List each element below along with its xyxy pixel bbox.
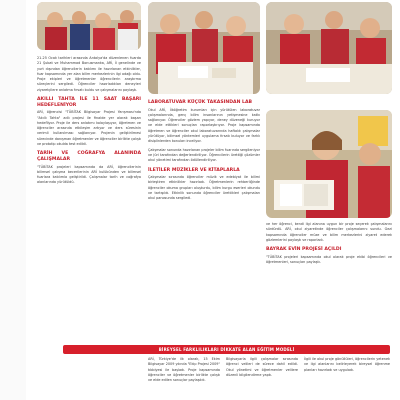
music-books-paragraph: Çalışmalar sırasında öğrenciler müzik ve edebiyat ile bilimi birleştiren etkinlikler hazırladı. Öğretmenlerin rehberliğinde öğrenciler okuma grupları oluşturdu, bilim kurgu eserleri okundu ve tartışıldı. Etkinlik sonunda öğrenciler ürettikleri çalışmaları okul panosunda sergiledi. — [148, 175, 260, 201]
history-geography-paragraph: "TÜBİTAK projeleri kapsamında da ARİ, öğrencilerinin bilimsel çalışma becerilerinin ARİ kulübünden ve bilimsel fuarlara katılımla geliştirildi. Çalışmalar tarih ve coğrafya alanlarında yürütüldü. — [37, 164, 141, 185]
footer-column-2: Bilgisayarla ilgili çalışmalar sırasında öğrenci velileri de sürece dahil edildi. Okul yönetimi ve öğretmenler velilere düzenli bilgilendirme yaptı. — [226, 357, 298, 377]
section-heading-smart-board: AKILLI TAHTA İLE 11 SAAT BAŞARI HEDEFLENİYOR — [37, 97, 141, 108]
page-margin — [0, 0, 26, 400]
flag-project-paragraph: "TÜBİTAK projeleri kapsamında okul olarak proje ekibi öğrencileri ve öğretmenleri, sonuçları paylaştı. — [266, 254, 392, 265]
students-working-photo — [266, 2, 392, 94]
continuation-paragraph: ve her öğrenci, kendi ilgi alanına uygun bir proje seçerek çalışmalarını sürdürdü. ARİ, okul ziyaretinde öğrenciler çalışmalarını sundu. Gezi kapsamında öğrenciler müze ve bilim merkezlerini ziyaret ederek gözlemlerini paylaştı ve raporladı. — [266, 222, 392, 242]
footer-banner — [63, 345, 390, 354]
smart-board-paragraph: ARİ, öğrencisi "TÜBİTAK Bilgisayar Projesi Yarışması'nda "Akıllı Tahta" adlı projesi ile finalde yer alarak başarı hedefliyor. Proje ile ders anlatımı kolaylaşıyor, öğretmen ve öğrenciler arasında etkileşim artıyor ve ders süresinin verimli kullanılması sağlanıyor. Projenin geliştirilmesi sürecinde danışman öğretmenler ve öğrenciler birlikte çalıştı ve prototip okulda test edildi. — [37, 110, 141, 147]
laboratory-paragraph-2: Çalışmalar sonunda hazırlanan projeler bilim fuarında sergileniyor ve jüri tarafından değerlendiriliyor. Öğrencilerin ürettiği çözümler okul yönetimi tarafından ödüllendiriliyor. — [148, 147, 260, 163]
section-heading-music-books: İLETİLER MÜZİKLER VE KİTAPLARLA — [148, 167, 240, 173]
column-right — [266, 222, 392, 268]
footer-banner-text: BİREYSEL FARKLILIKLARI DİKKATE ALAN EĞİTİM MODELİ — [158, 347, 295, 352]
footer-column-1: ARİ, Türkiye'de ilk olarak, 15 Ekim Bilgisayar 2009 yılında "Ekip Projesi 2009" tıbbiyesi ile başladı. Proje kapsamında öğrenciler ve öğretmenler birlikte çalıştı ve elde edilen sonuçlar paylaşıldı. — [148, 357, 220, 383]
children-in-uniform-photo — [37, 2, 141, 50]
intro-paragraph: 21-25 Ocak tarihleri arasında Antalya'da düzenlenen fuarda 21 Şubat ve Muhammad Bonusmanka, ARİ, İl genelinde ve yurt dışından öğrencilerin katılımı ile hazırlanan etkinlikler, fuar kapsamında yer alan bilim merkezlerinin ilgi odağı oldu. Proje ekipleri ve öğretmenler öğrencilerin araştırma süreçlerini sergiledi. Öğrenciler hazırladıkları deneyleri ziyaretçilere anlatma fırsatı buldu ve çalışmalarını paylaştı. — [37, 56, 141, 92]
column-left — [37, 56, 141, 189]
section-heading-history-geography: TARİH VE COĞRAFYA ALANINDA ÇALIŞMALAR — [37, 151, 141, 162]
section-heading-flag-project: BAYRAK EVİN PROJESİ AÇILDI — [266, 247, 342, 253]
footer-column-3: İlgili ile okul proje gönüllüleri, öğrencilerin yetenek ve ilgi alanlarını belirleyerek bireysel öğrenme planları hazırladı ve uyguladı. — [304, 357, 390, 372]
laboratory-paragraph: Okul ARİ, İlköğretim kurumları için yürütülen laboratuvar çalışmalarında, genç bilim insanlarının yetişmesine katkı sağlanıyor. Öğrenciler gözlem yapıyor, deney düzeneği kuruyor ve elde ettikleri sonuçları raporlaştırıyor. Proje kapsamında öğretmen ve öğrenciler okul laboratuvarında haftalık çalışmalar yürütüyor, bilimsel yöntemleri uygulama fırsatı buluyor ve farklı disiplinlerden konuları inceliyor. — [148, 107, 260, 144]
girls-reading-photo — [266, 110, 392, 218]
students-at-table-photo — [148, 2, 260, 94]
column-middle — [148, 100, 260, 205]
section-heading-laboratory: LABORATUVAR KÜÇÜK TAKASINDAN LAB — [148, 100, 252, 105]
